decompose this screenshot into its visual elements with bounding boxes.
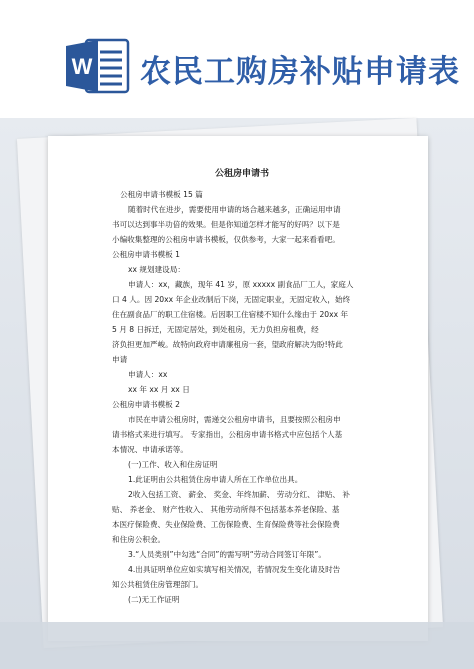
document-line: 市民在申请公租房时，需递交公租房申请书，且要按照公租房申 (128, 415, 341, 424)
document-line: 2收入包括工资、 薪金、 奖金、年终加薪、 劳动分红、 津贴、 补 (128, 490, 350, 499)
document-line: 本情况、申请承诺等。 (112, 445, 188, 454)
bottom-overlay (0, 622, 474, 669)
document-line: 知公共租赁住房管理部门。 (112, 580, 204, 589)
document-line: 申请人：xx，藏族，现年 41 岁，原 xxxxx 副食品厂工人，家庭人 (128, 280, 354, 289)
document-lines (112, 187, 372, 607)
document-line: 公租房申请书模板 1 (112, 250, 180, 259)
svg-text:W: W (71, 54, 93, 79)
document-line: 口 4 人。因 20xx 年企业改制后下岗，无固定职业，无固定收入，始终 (112, 295, 351, 304)
document-line: 本医疗保险费、失业保险费、工伤保险费、生育保险费等社会保险费 (112, 520, 340, 529)
document-line: 公租房申请书模板 2 (112, 400, 180, 409)
banner (0, 0, 474, 120)
document-body (112, 166, 372, 607)
document-line: 书可以达到事半功倍的效果。但是你知道怎样才能写的好吗？以下是 (112, 220, 340, 229)
document-line: 申请 (112, 355, 128, 364)
document-line: 4.出具证明单位应如实填写相关情况，若情况发生变化请及时告 (128, 565, 341, 574)
document-line: (一)工作、收入和住房证明 (128, 460, 218, 469)
word-document-icon (64, 36, 132, 96)
document-line: 贴、 养老金、 财产性收入、 其他劳动所得不包括基本养老保险、基 (112, 505, 340, 514)
document-line: 3.“人员类别”中勾选“合同”的需写明“劳动合同签订年限”。 (128, 550, 326, 559)
document-line: 济负担更加严峻。故特向政府申请廉租房一套，望政府解决为盼!特此 (112, 340, 343, 349)
document-line: 公租房申请书模板 15 篇 (120, 190, 203, 199)
document-line: 请书格式来进行填写。 专家指出，公租房申请书格式中应包括个人基 (112, 430, 343, 439)
document-line: 5 月 8 日拆迁，无固定居处，到处租房，无力负担房租费，经 (112, 325, 319, 334)
document-line: xx 规划建设局： (128, 265, 185, 274)
document-line: 小编收集整理的公租房申请书模板，仅供参考，大家一起来看看吧。 (112, 235, 340, 244)
document-line: 和住房公积金。 (112, 535, 166, 544)
document-line: 随着时代在进步，需要使用申请的场合越来越多，正确运用申请 (128, 205, 341, 214)
banner-title: 农民工购房补贴申请表 (140, 54, 460, 90)
document-page (48, 136, 428, 641)
document-title: 公租房申请书 (214, 169, 269, 179)
document-line: 1.此证明由公共租赁住房申请人所在工作单位出具。 (128, 475, 303, 484)
document-line: 申请人：xx (128, 370, 168, 379)
document-line: (二)无工作证明 (128, 595, 180, 604)
document-line: xx 年 xx 月 xx 日 (128, 385, 190, 394)
document-line: 住在副食品厂的职工住宿楼。后因职工住宿楼不知什么缘由于 20xx 年 (112, 310, 349, 319)
